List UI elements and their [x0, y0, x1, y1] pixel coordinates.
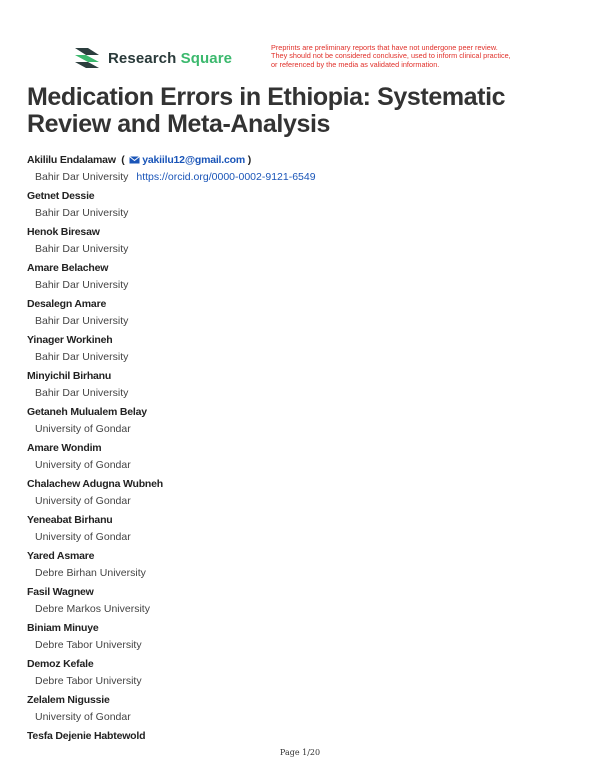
author-affiliation: Bahir Dar University — [35, 243, 129, 255]
author-name: Amare Wondim — [27, 442, 102, 454]
author-entry — [27, 512, 567, 548]
author-name: Biniam Minuye — [27, 622, 99, 634]
author-entry — [27, 692, 567, 728]
author-affiliation: Debre Tabor University — [35, 675, 142, 687]
orcid-link[interactable]: https://orcid.org/0000-0002-9121-6549 — [136, 171, 316, 183]
author-affiliation: University of Gondar — [35, 531, 131, 543]
author-entry — [27, 728, 567, 764]
author-affiliation: Bahir Dar University — [35, 315, 129, 327]
author-entry — [27, 332, 567, 368]
author-name: Chalachew Adugna Wubneh — [27, 478, 163, 490]
author-entry — [27, 404, 567, 440]
author-name: Amare Belachew — [27, 262, 109, 274]
brand-name — [108, 50, 232, 67]
author-name: Tesfa Dejenie Habtewold — [27, 730, 146, 742]
author-affiliation: Bahir Dar University — [35, 351, 129, 363]
author-affiliation: University of Gondar — [35, 495, 131, 507]
author-entry — [27, 368, 567, 404]
research-square-logo[interactable] — [74, 47, 232, 69]
author-affiliation: Debre Tabor University — [35, 639, 142, 651]
page-number: Page 1/20 — [279, 748, 321, 757]
author-name: Getnet Dessie — [27, 190, 95, 202]
preprint-notice-line: or referenced by the media as validated information. — [271, 59, 440, 69]
author-list — [27, 152, 567, 764]
author-entry — [27, 620, 567, 656]
author-entry — [27, 224, 567, 260]
author-affiliation: University of Gondar — [35, 423, 131, 435]
author-name — [27, 152, 567, 169]
author-entry — [27, 476, 567, 512]
author-entry — [27, 260, 567, 296]
paren-close: ) — [247, 154, 251, 166]
author-name-text: Akililu Endalamaw — [27, 154, 116, 166]
author-affiliation: Bahir Dar University — [35, 279, 129, 291]
author-name: Zelalem Nigussie — [27, 694, 110, 706]
email-link[interactable]: yakiilu12@gmail.com — [142, 154, 245, 166]
paren-open: ( — [121, 154, 125, 166]
author-name: Fasil Wagnew — [27, 586, 94, 598]
author-affiliation: University of Gondar — [35, 459, 131, 471]
author-name: Getaneh Mulualem Belay — [27, 406, 147, 418]
author-affiliation: Bahir Dar University — [35, 207, 129, 219]
author-name: Yared Asmare — [27, 550, 95, 562]
author-name: Desalegn Amare — [27, 298, 107, 310]
author-entry — [27, 188, 567, 224]
author-entry — [27, 440, 567, 476]
preprint-notice-line: Preprints are preliminary reports that have not undergone peer review. — [271, 43, 498, 52]
page-header — [74, 44, 554, 74]
corresponding-email — [121, 154, 251, 166]
preprint-notice — [271, 44, 561, 69]
author-affiliation: Debre Birhan University — [35, 567, 146, 579]
author-entry — [27, 656, 567, 692]
author-entry — [27, 296, 567, 332]
author-affiliation: University of Gondar — [35, 711, 131, 723]
author-entry — [27, 584, 567, 620]
brand-name-research: Research — [108, 49, 177, 67]
author-name: Demoz Kefale — [27, 658, 94, 670]
envelope-icon — [129, 156, 140, 164]
brand-name-square: Square — [180, 49, 233, 67]
preprint-notice-line: They should not be considered conclusive, used to inform clinical practice, — [271, 51, 511, 61]
author-name: Henok Biresaw — [27, 226, 100, 238]
paper-title: Medication Errors in Ethiopia: Systematic Review and Meta-Analysis — [27, 83, 506, 138]
author-entry — [27, 548, 567, 584]
affiliation-text: Bahir Dar University — [35, 171, 129, 183]
author-name: Yeneabat Birhanu — [27, 514, 113, 526]
author-affiliation — [27, 169, 567, 188]
author-name: Minyichil Birhanu — [27, 370, 112, 382]
author-name: Yinager Workineh — [27, 334, 113, 346]
author-entry — [27, 152, 567, 188]
author-affiliation: Bahir Dar University — [35, 387, 129, 399]
research-square-logo-icon — [74, 47, 100, 69]
author-affiliation: Debre Markos University — [35, 603, 150, 615]
